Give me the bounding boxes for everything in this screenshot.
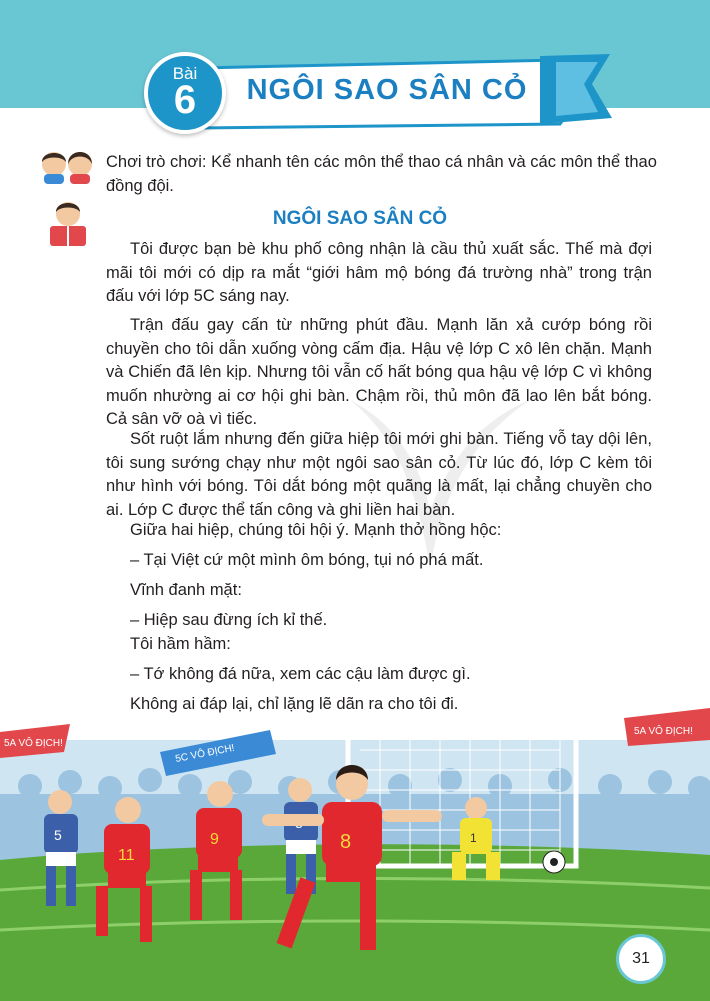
football (543, 851, 565, 873)
dialogue-line: Giữa hai hiệp, chúng tôi hội ý. Mạnh thở hồng hộc: (130, 521, 502, 539)
jersey-number: 9 (210, 831, 219, 848)
jersey-number: 11 (118, 847, 135, 864)
jersey-number: 8 (340, 831, 352, 853)
banner-right-text: 5A VÔ ĐỊCH! (634, 726, 693, 737)
story-paragraph-1: Tôi được bạn bè khu phố công nhận là cầu thủ xuất sắc. Thế mà đợi mãi tôi mới có dịp ra mắt “giới hâm mộ bóng đá trường nhà” trong trận đấu với lớp 5C sáng nay. (106, 240, 652, 305)
dialogue-line: – Tớ không đá nữa, xem các cậu làm được gì. (130, 665, 471, 683)
dialogue-line: – Hiệp sau đừng ích kỉ thế. (130, 611, 328, 629)
dialogue-line: – Tại Việt cứ một mình ôm bóng, tụi nó phá mất. (130, 551, 484, 569)
lesson-number: 6 (173, 78, 197, 122)
lesson-title: NGÔI SAO SÂN CỎ (246, 74, 528, 106)
dialogue-line: Vĩnh đanh mặt: (130, 581, 242, 599)
discussion-icon (38, 146, 98, 186)
lesson-badge (144, 52, 226, 134)
banner-center-text: 5C VÔ ĐỊCH! (174, 742, 236, 765)
story-paragraph-2: Trận đấu gay cấn từ những phút đầu. Mạnh lăn xả cướp bóng rồi chuyền cho tôi dẫn xuống vòng cấm địa. Hậu vệ lớp C xô lên chặn. Mạnh và Chiến đã lên kịp. Nhưng tôi vẫn cố hất bóng qua hậu vệ lớp C vì không muốn nhường ai cơ hội ghi bàn. Chậm rồi, thủ môn đã lao lên bắt bóng. Cả sân vỡ oà vì tiếc. (106, 316, 652, 428)
football-illustration (0, 690, 710, 1001)
page-number: 31 (616, 934, 666, 984)
lesson-word: Bài (172, 64, 198, 83)
title-ribbon (0, 0, 710, 140)
jersey-number: 5 (54, 827, 62, 843)
jersey-number: 1 (470, 831, 477, 845)
banner-right (624, 708, 710, 746)
story-paragraph-3: Sốt ruột lắm nhưng đến giữa hiệp tôi mới ghi bàn. Tiếng vỗ tay dội lên, tôi sung sướng chạy như một ngôi sao sân cỏ. Từ lúc đó, lớp C kèm tôi như hình với bóng. Tôi dắt bóng một quãng là mất, lại chẳng chuyền cho ai. Lớp C được thể tấn công và ghi liền hai bàn. (106, 430, 652, 519)
reading-icon (42, 198, 94, 250)
dialogue-line: Tôi hầm hầm: (130, 635, 231, 653)
activity-instruction: Chơi trò chơi: Kể nhanh tên các môn thể thao cá nhân và các môn thể thao đồng đội. (106, 153, 657, 195)
banner-left-text: 5A VÔ ĐỊCH! (4, 738, 63, 749)
story-title: NGÔI SAO SÂN CỎ (272, 208, 448, 229)
dialogue-line: Không ai đáp lại, chỉ lặng lẽ dãn ra cho tôi đi. (130, 695, 459, 713)
